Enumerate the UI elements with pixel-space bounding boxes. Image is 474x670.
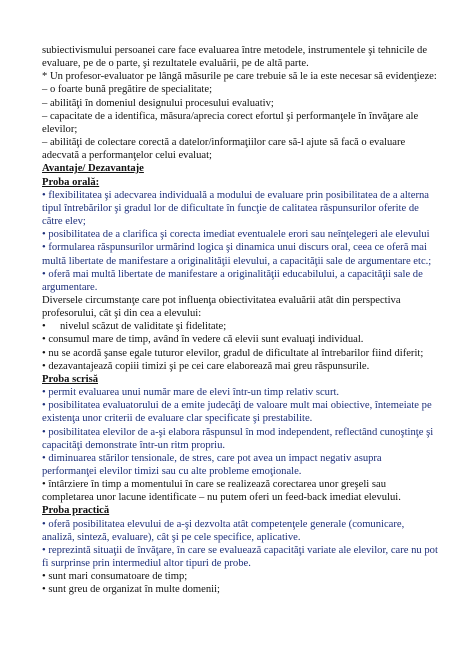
oral-advantage-item: • flexibilitatea şi adecvarea individuală a modului de evaluare prin posibilitatea de a alterna tipul întrebărilor şi gradul lor de dificultate în funcţie de calitatea răspunsurilor oferite de către elev; bbox=[42, 189, 429, 228]
oral-advantage-item: • formularea răspunsurilor urmărind logica şi dinamica unui discurs oral, ceea ce oferă mai multă libertate de manifestare a originalităţii elevului, a capacităţii sale de argumentare etc.; bbox=[42, 242, 432, 267]
section-heading-oral: Proba orală: bbox=[42, 176, 100, 188]
written-advantage-item: • permit evaluarea unui număr mare de elevi într-un timp relativ scurt. bbox=[42, 387, 340, 399]
practical-advantage-item: • oferă posibilitatea elevului de a-şi dezvolta atât competenţele generale (comunicare, analiză, sinteză, evaluare), cât şi pe cele specifice, aplicative. bbox=[42, 518, 405, 543]
written-limit-item: • întârziere în timp a momentului în care se realizează corectarea unor greşeli sau completarea unor lacune identificate – nu putem oferi un feed-back imediat elevului. bbox=[42, 479, 401, 504]
intro-list-item: – abilităţi în domeniul designului procesului evaluativ; bbox=[42, 97, 274, 109]
intro-paragraph: subiectivismului persoanei care face evaluarea între metodele, instrumentele şi tehnicile de evaluare, pe de o parte, şi rezultatele evaluării, pe de altă parte. bbox=[42, 45, 428, 70]
practical-limit-item: • sunt mari consumatoare de timp; bbox=[42, 571, 188, 583]
section-heading-advantages: Avantaje/ Dezavantaje bbox=[42, 163, 144, 175]
practical-advantage-item: • reprezintă situaţii de învăţare, în care se evaluează capacităţi variate ale elevilor, care nu pot fi surprinse prin intermediul altor tipuri de probe. bbox=[42, 544, 438, 570]
intro-paragraph: * Un profesor-evaluator pe lângă măsurile pe care trebuie să le ia este necesar să evidenţieze: bbox=[42, 71, 437, 83]
oral-limits-intro: Diversele circumstanţe care pot influenţa obiectivitatea evaluării atât din perspectiva profesorului, cât şi din cea a elevului: bbox=[42, 294, 401, 320]
written-advantage-item: • posibilitatea elevilor de a-şi elabora răspunsul în mod independent, reflectând cunoştinţe şi capacităţi demonstrate într-un ritm propriu. bbox=[42, 426, 434, 451]
practical-limit-item: • sunt greu de organizat în multe domenii; bbox=[42, 584, 220, 596]
section-heading-practical: Proba practică bbox=[42, 505, 110, 517]
intro-list-item: – o foarte bună pregătire de specialitate; bbox=[42, 84, 213, 96]
oral-limit-item: • dezavantajează copiii timizi şi pe cei care elaborează mai greu răspunsurile. bbox=[42, 360, 370, 372]
intro-list-item: – abilităţi de colectare corectă a datelor/informaţiilor care să-l ajute să facă o evaluare adecvată a performanţelor celui evaluat; bbox=[42, 137, 406, 162]
written-advantage-item: • posibilitatea evaluatorului de a emite judecăţi de valoare mult mai obiective, întemeiate pe existenţa unor criterii de evaluare clar specificate şi prestabilite. bbox=[42, 400, 432, 425]
oral-advantage-item: • oferă mai multă libertate de manifestare a originalităţii educabilului, a capacităţii sale de argumentare. bbox=[42, 268, 423, 293]
oral-limit-text: nivelul scăzut de validitate şi fidelitate; bbox=[60, 321, 227, 333]
section-heading-written: Proba scrisă bbox=[42, 373, 99, 385]
document-page bbox=[42, 44, 438, 597]
oral-limit-item: • nu se acordă şanse egale tuturor elevilor, gradul de dificultate al întrebarilor fiind diferit; bbox=[42, 347, 424, 359]
oral-limit-item bbox=[42, 320, 438, 333]
written-advantage-item: • diminuarea stărilor tensionale, de stres, care pot avea un impact negativ asupra performanţei elevilor timizi sau cu alte probleme emoţionale. bbox=[42, 452, 382, 477]
oral-advantage-item: • posibilitatea de a clarifica şi corecta imediat eventualele erori sau neînţelegeri ale elevului bbox=[42, 229, 430, 241]
intro-list-item: – capacitate de a identifica, măsura/aprecia corect efortul şi performanţele în învăţare ale elevilor; bbox=[42, 110, 419, 135]
oral-limit-item: • consumul mare de timp, având în vedere că elevii sunt evaluaţi individual. bbox=[42, 334, 364, 346]
bullet-icon: • bbox=[42, 321, 46, 333]
